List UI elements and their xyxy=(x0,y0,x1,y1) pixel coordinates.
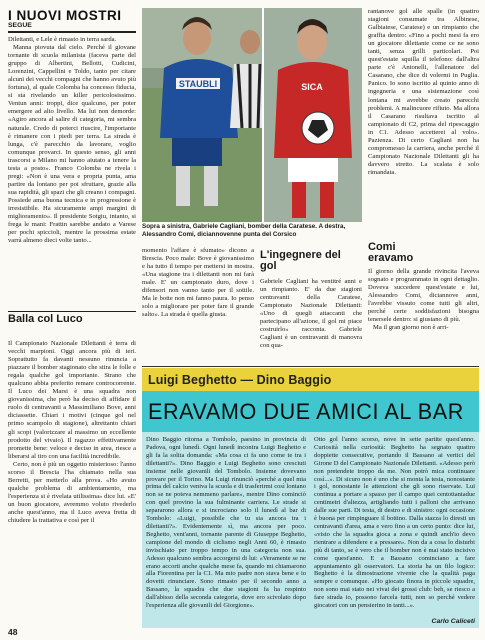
paragraph: Dino Baggio ritorna a Tombolo, paesino in provincia di Padova, ogni lunedì. Ogni lunedì incontra Luigi Beghetto e gli fa la solita domanda: «Ma cosa ci fa uno come te tra i dilettanti?». Dino Baggio e Luigi Beghetto sono cresciuti insieme nelle giovanili del Tombolo. Insieme dovevano provare per il Torino. Ma Luigi rinunciò «perché a quel mia prima del calcio veniva la scuola e di trasferirmi così lontano non se ne poteva nemmeno parlare», mentre Dino cominciò con quel provino la sua fulminante carriera. Le strade si separarono allora e si incrociano solo il lunedì al bar di Tombolo: «Luigi, possibile che tu sia ancora tra i dilettanti?». Evidentemente sì, ma ancora per poco. Beghetto, vent'anni, tornante parente di Giuseppe Beghetto, campione del mondo di ciclismo negli Anni 60, è rimasto invischiato per troppo tempo in una categoria non sua. Adesso qualcuno sembra accorgersi di lui: «Veramente se ne erano accorti anche qualche mese fa, quando mi chiamarono alla Fiorentina per la C1. Ma mio padre non stava bene e io dovetti rinunciare. Sono rimasto per il secondo anno a Bassano, la squadra che due stagioni fa ha respinto dall'abisso della seconda categoria, dove ero scivolato dopo l'esperienza alle giovanili del Giorgione». xyxy=(146,436,306,610)
paragraph: Gabriele Cagliani ha ventitré anni e un rimpianto. E' da due stagioni centravanti della Caratese, Campionato Nazionale Dilettanti: «Uno di quegli attaccanti che partecipano all'azione, il gol mi piace costruirlo» racconta. Gabriele Cagliani è un centravanti di manovra con qua- xyxy=(260,278,362,350)
paragraph: momento l'affare è sfumato» dicono a Brescia. Poco male: Bove è giovanissimo e ha tutto il tempo per mettersi in mostra. «Una stagione tra i dilettanti non mi farà male. E' un campionato duro, dove i difensori non vanno tanto per il sottile. Ma le botte non mi fanno paura. Io penso solo a migliorare per poter fare il grande salto». La strada è quella giusta. xyxy=(142,247,254,319)
column-4-continued xyxy=(368,268,479,332)
column-4 xyxy=(368,8,479,177)
players-photo xyxy=(142,8,362,222)
column-2 xyxy=(142,247,254,319)
article-top-rule xyxy=(142,366,479,367)
paragraph: Il Campionato Nazionale Dilettanti è terra di vecchi marpioni. Oggi ancora più di ieri. Soprattutto fa davanti nessuno rinuncia a piazzare il bomber stagionato che stira le folle e regala qualche gol importante. Strano che qualcuno abbia preferito remare controcorrente. Il Luco dei Marsi è una squadra non giovanissima, che però ha deciso di affidare il ruolo di centravanti a Massimiliano Bove, anni diciassette. Chiari i motivi (cinque gol nel primo scampolo di stagione), altrettanto chiari gli scopi (valorizzare al massimo un eccellente prodotto del vivaio). Il ragazzo effettivamente promette bene: veloce e deciso in area, riesce a liberarsi al tiro con una facilità incredibile. xyxy=(8,340,136,460)
subhead-ingegnere-del-gol: L'ingegnere del gol xyxy=(260,249,341,272)
header-divider xyxy=(8,31,136,33)
article-kicker: Luigi Beghetto — Dino Baggio xyxy=(148,373,332,387)
subhead-balla-col-luco: Balla col Luco xyxy=(8,313,83,325)
section-title: I NUOVI MOSTRI xyxy=(8,8,122,23)
paragraph: rantanove gol alle spalle (in quattro stagioni consumate tra Albinese, Galbiatese, Caratese) e un rimpianto che graffia dentro: «Fino a pochi mesi fa ero un giocatore dilettante come ce ne sono tanti, senza grilli particolari. Poi quest'estate squilla il telefono: dall'altra parte c'è Antonelli, l'allenatore del Casarano, che dice di volermi in Puglia. Panico. Io sono iscritto al quinto anno di ingegneria e una sistemazione così lontana mi avrebbe creato parecchi problemi. A malincuore rifiuto. Ma allora il Casarano risultava iscritto al campionato di C2, prima del ripescaggio in C1. Adesso accetterei al volo». Pazienza. Di certo Cagliani non ha compromesso la carriera, anche perché il Campionato Nazionale Dilettanti gli ha davvero stretto. La scalata è solo rimandata. xyxy=(368,8,479,176)
photo-caption: Sopra a sinistra, Gabriele Cagliani, bomber della Caratese. A destra, Alessandro Comi, diciannovenne punta del Corsico xyxy=(142,223,346,238)
left-shirt-text: STAUBLI xyxy=(178,79,218,89)
article-headline: ERAVAMO DUE AMICI AL BAR xyxy=(148,399,464,424)
column-3 xyxy=(260,278,362,350)
article-signature: Carlo Caliceti xyxy=(431,618,475,625)
paragraph: Dilettanti, e Lele è rimasto in terra sarda. xyxy=(8,36,117,43)
subhead-comi-eravamo: Comi eravamo xyxy=(368,241,414,264)
subhead-divider xyxy=(8,311,136,312)
page-number: 48 xyxy=(8,627,18,637)
paragraph: Manna piovuta dal cielo. Perché il giovane tornante di scuola milanista (faceva parte del gruppo di Albertini, Bellotti, Cudicini, Lorenzini, Cappellini e Toldo, tanto per citare alcuni dei vecchi compagni che hanno avuto più fortuna), al quale Colomba ha concesso fiducia, si sta rivelando un killer pericolosissimo. Ventun anni: troppi, dice qualcuno, per poter emergere ad alto livello. Ma lui non demorde: «Agiro ancora al salire di categoria, mi sembra naturale. Credo di poterci riuscire, l'importante è rimanere con i piedi per terra. La strada è lunga, c'è parecchio da lavorare, voglio comunque provarci. In questo senso, gli anni trascorsi a Milano mi hanno aiutato a tenere la testa a posto». Franco Colomba ne rivela i pregi: «Non è una vera e propria punta, ama partire da lontano per poi sfruttare, grazie alla sua rapidità, gli spazi che gli creano i compagni. Possiede ama buona tecnica e in progressione è irresistibile. Ha sicuramente ampi margini di miglioramento». Il presidente Sotgiu, intanto, si frega le mani: Frattin sarebbe andato a Varese per pochi spiccioli, mentre la prossima estate varrà almeno dieci volte tanto... xyxy=(8,44,136,245)
right-shirt-text: SICA xyxy=(301,82,323,92)
article-kicker-band xyxy=(142,368,479,391)
article-headline-band xyxy=(142,391,479,432)
column-1 xyxy=(8,36,136,245)
paragraph: Ma il gran giorno non è arri- xyxy=(373,324,449,332)
article-column-a xyxy=(146,436,306,610)
paragraph: Il giorno della grande rivincita l'aveva sognato e programmato in ogni dettaglio. Doveva succedere quest'estate e lui, Alessandro Comi, diciannove anni, l'avrebbe vissuto come tutti gli altri, perché certe soddisfazioni bisogna tenersele dentro: si giustano di più. xyxy=(368,268,479,324)
section-subtitle: SEGUE xyxy=(8,22,32,29)
paragraph: Otto gol l'anno scorso, nove in sette partite quest'anno. Curiosità nella curiosità: Beghetto ha segnato quattro doppiette consecutive, portando il Bassano ai vertici del Girone D del Campionato Nazionale Dilettanti. «Adesso però non pretendete troppo da me. Non potrò mica continuare così...». Di sicuro non è uno che si monta la testa, nonostante i gol, nonostante le attenzioni che gli sono riservate. Lui continua a portare a spasso per il campo quei centottantadue centimetri d'altezza, artigliando tutti i palloni che arrivano dalle sue parti. Di testa, di destro e di sinistro: ogni occasione è buona per rimpinguare il bottino. Dalla stazza lo diresti un centravanti d'area, ama e vero fino a un certo punto: dice lui, «visto che la squadra gioca a zona e quindi anch'io devo rientrare a difendere e a pressare». Non da a cosa lo disturbi più di tanto, se è vero che il bomber non è mai stato incisivo come quest'anno. E a Bassano cominciano a fare appuntamento gli osservatori. La storia ha un filo logico: Beghetto è la dimostrazione vivente che la qualità paga sempre e comunque. «Ho giocato finora in piccole squadre, non sono mai stato nei vivai dei grossi club: beh, se riesco a fare strada io, possono farcela tutti, non so perché vedere giocatori con un pensierino in tanti...». xyxy=(314,436,475,610)
paragraph: Certo, non è più un oggetto misterioso: l'anno scorso il Brescia l'ha chiamato nella sua Berretti, per metterlo alla prova. «Ho avuto qualche problema di ambientamento, ma l'esperienza si è rivelata utilissima» dice lui. «E' un buon giocatore, avremmo voluto rivederlo anche quest'anno, ma il Luco aveva fretta di chiudere la trattativa e così per il xyxy=(8,460,136,525)
column-1-continued xyxy=(8,340,136,525)
article-column-b xyxy=(314,436,475,610)
